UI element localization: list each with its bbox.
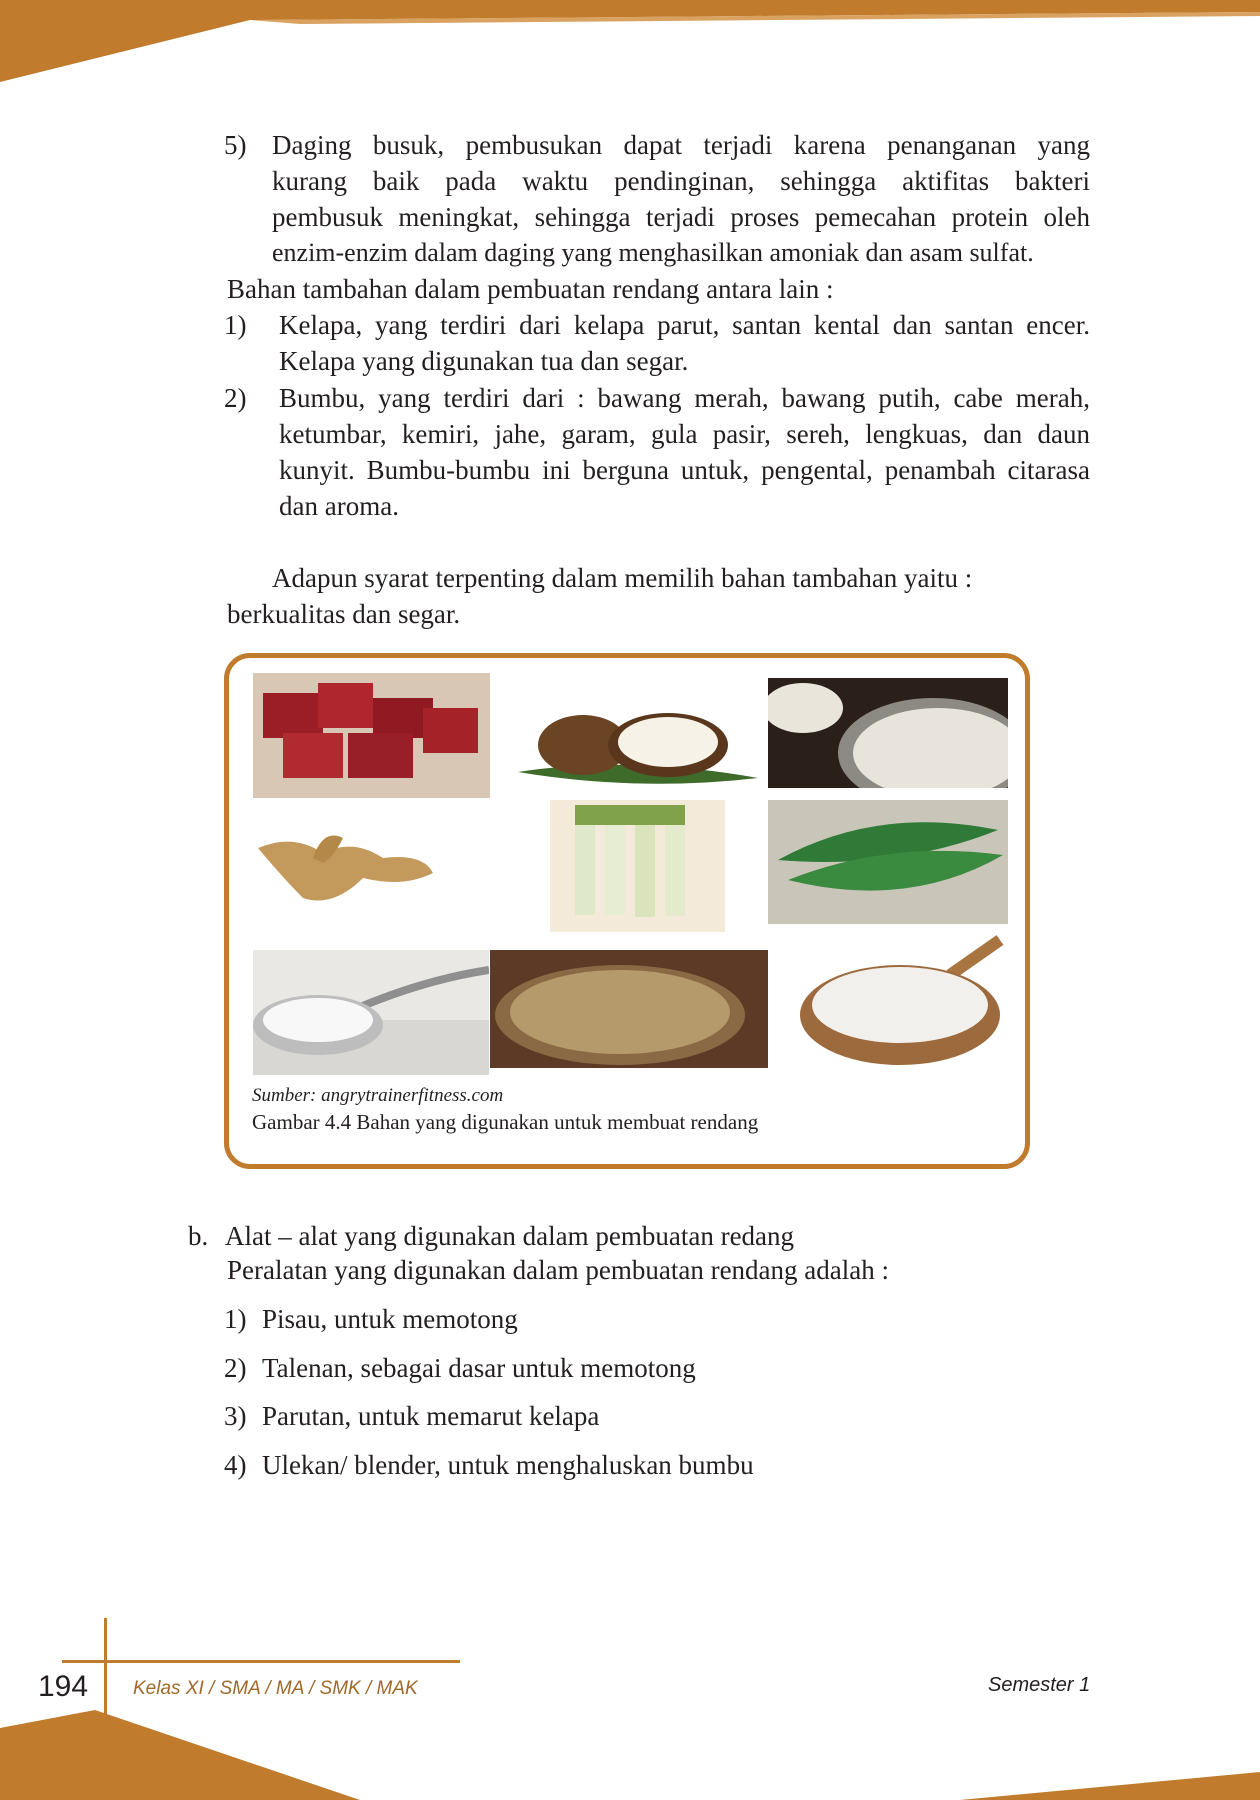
- item5-line: kurang baik pada waktu pendinginan, sehingga aktifitas bakteri: [272, 166, 1090, 196]
- ginger-photo: [253, 818, 441, 918]
- section-title: Alat – alat yang digunakan dalam pembuatan redang: [225, 1221, 795, 1251]
- figure-caption: Gambar 4.4 Bahan yang digunakan untuk membuat rendang: [252, 1110, 759, 1134]
- additive-line: ketumbar, kemiri, jahe, garam, gula pasir, sereh, lengkuas, dan daun: [279, 419, 1090, 449]
- turmeric-leaf-photo: [768, 800, 1008, 924]
- item5-line: enzim-enzim dalam daging yang menghasilkan amoniak dan asam sulfat.: [272, 238, 1034, 267]
- book-level: Kelas XI / SMA / MA / SMK / MAK: [133, 1678, 418, 1699]
- additive-line: Bumbu, yang terdiri dari : bawang merah, bawang putih, cabe merah,: [279, 383, 1090, 413]
- requirement-line: Adapun syarat terpenting dalam memilih bahan tambahan yaitu :: [272, 563, 973, 593]
- tool-number: 4): [224, 1450, 247, 1480]
- item-number: 5): [224, 130, 247, 160]
- brown-sugar-photo: [490, 950, 768, 1068]
- tool-number: 1): [224, 1304, 247, 1334]
- section-letter: b.: [188, 1221, 209, 1251]
- lemongrass-photo: [550, 800, 725, 932]
- coconut-photo: [508, 700, 763, 790]
- page-number: 194: [38, 1670, 89, 1703]
- item5-line: pembusuk meningkat, sehingga terjadi proses pemecahan protein oleh: [272, 202, 1090, 232]
- item5-line: Daging busuk, pembusukan dapat terjadi karena penanganan yang: [272, 130, 1090, 160]
- beef-cubes-photo: [253, 673, 490, 798]
- footer-divider: [104, 1618, 107, 1720]
- additives-intro: Bahan tambahan dalam pembuatan rendang antara lain :: [227, 274, 834, 304]
- tool-item: Talenan, sebagai dasar untuk memotong: [262, 1353, 696, 1383]
- footer-decoration: [0, 1710, 1260, 1800]
- figure-source: Sumber: angrytrainerfitness.com: [252, 1085, 504, 1106]
- salt-spoon-photo: [253, 950, 489, 1075]
- additive-line: kunyit. Bumbu-bumbu ini berguna untuk, pengental, penambah citarasa: [279, 455, 1090, 485]
- additive-line: Kelapa, yang terdiri dari kelapa parut, santan kental dan santan encer.: [279, 310, 1090, 340]
- tool-number: 3): [224, 1401, 247, 1431]
- tool-item: Pisau, untuk memotong: [262, 1304, 518, 1334]
- section-intro: Peralatan yang digunakan dalam pembuatan rendang adalah :: [227, 1255, 889, 1285]
- header-decoration: [0, 0, 1260, 90]
- tool-number: 2): [224, 1353, 247, 1383]
- additive-line: dan aroma.: [279, 491, 399, 521]
- footer-rule: [62, 1660, 460, 1663]
- grated-coconut-photo: [768, 678, 1008, 788]
- item-number: 1): [224, 310, 247, 340]
- requirement-line: berkualitas dan segar.: [227, 599, 461, 629]
- tool-item: Parutan, untuk memarut kelapa: [262, 1401, 600, 1431]
- sugar-bowl-photo: [800, 935, 1008, 1073]
- semester-label: Semester 1: [988, 1674, 1091, 1696]
- item-number: 2): [224, 383, 247, 413]
- additive-line: Kelapa yang digunakan tua dan segar.: [279, 346, 689, 376]
- tool-item: Ulekan/ blender, untuk menghaluskan bumbu: [262, 1450, 754, 1480]
